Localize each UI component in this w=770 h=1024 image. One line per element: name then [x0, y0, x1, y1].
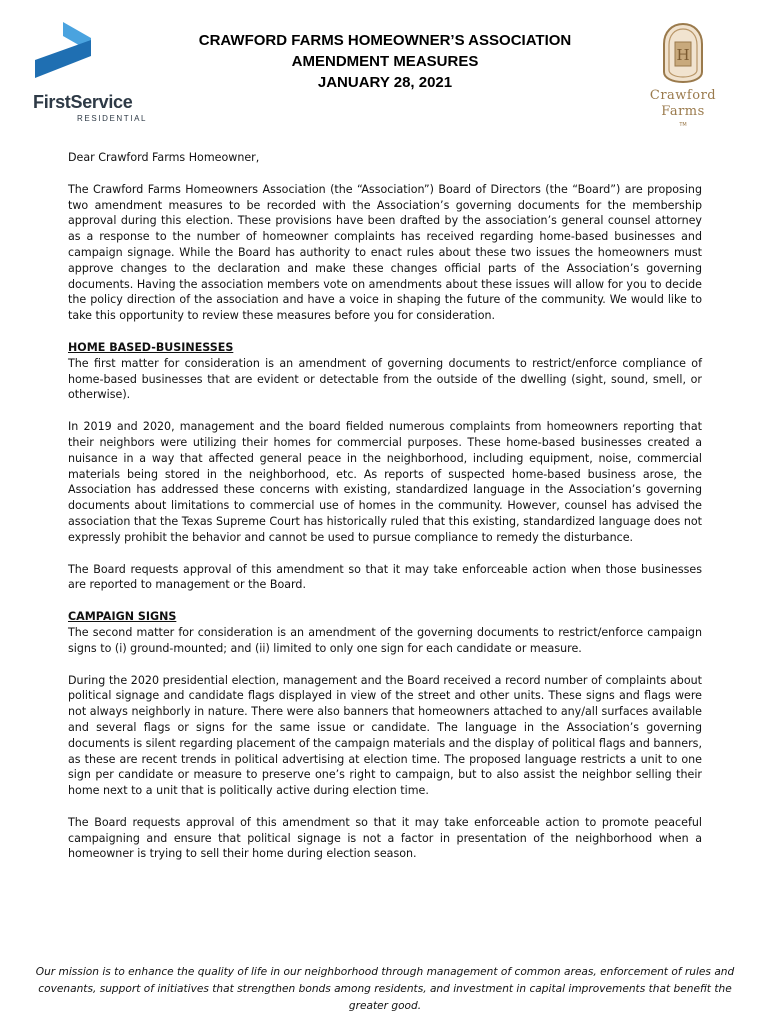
crawford-wordmark-line1: Crawford: [649, 88, 717, 103]
document-header: [150, 30, 620, 93]
firstservice-subtitle: RESIDENTIAL: [77, 114, 148, 123]
home-businesses-paragraph-3: The Board requests approval of this amendment so that it may take enforceable action when those businesses are reported to management or the Board.: [68, 562, 702, 592]
crawford-wordmark: [633, 88, 733, 120]
section-heading-campaign-signs: CAMPAIGN SIGNS: [68, 610, 177, 624]
intro-paragraph: The Crawford Farms Homeowners Association (the “Association”) Board of Directors (the “Board”) are proposing two amendment measures to be recorded with the Association’s governing documents for the membership approval during this election. These provisions have been drafted by the association’s general counsel attorney as a response to the number of homeowner complaints has received regarding home-based businesses and campaign signage. While the Board has authority to enact rules about these two issues the homeowners must approve changes to the declaration and make these changes official parts of the Association’s governing documents. Having the association members vote on amendments about these issues will allow for you to decide the policy direction of the association and have a voice in shaping the future of the community. We would like to take this opportunity to review these measures before you for consideration.: [68, 182, 702, 323]
crawford-wordmark-line2: Farms: [661, 104, 705, 119]
section-heading-home-businesses: HOME BASED-BUSINESSES: [68, 340, 234, 354]
crawford-farms-logo: [633, 22, 733, 128]
firstservice-logo: [33, 22, 148, 123]
crawford-crest-icon: [658, 22, 708, 84]
home-businesses-paragraph-2: In 2019 and 2020, management and the board fielded numerous complaints from homeowners reporting that their neighbors were utilizing their homes for commercial purposes. These home-based businesses created a nuisance in a way that affected general peace in the neighborhood, including equipment, noise, commercial materials being stored in the neighborhood, etc. As reports of suspected home-based business arose, the Association has addressed these concerns with existing, standardized language in the Association’s governing documents about limitations to commercial use of homes in the community. However, counsel has advised the association that the Texas Supreme Court has historically ruled that this existing, standardized language does not expressly prohibit the behavior and cannot be used to pursue compliance to remedy the disturbance.: [68, 420, 702, 544]
section-campaign-signs: [68, 609, 702, 656]
campaign-signs-paragraph-1: The second matter for consideration is an amendment of the governing documents to restrict/enforce campaign signs to (i) ground-mounted; and (ii) limited to only one sign for each candidate or measure.: [68, 625, 702, 655]
firstservice-mark-icon: [33, 22, 93, 84]
salutation: Dear Crawford Farms Homeowner,: [68, 151, 260, 164]
mission-statement: Our mission is to enhance the quality of life in our neighborhood through management of common areas, enforcement of rules and covenants, support of initiatives that strengthen bonds among residents, and investment in capital improvements that benefit the greater good.: [35, 966, 735, 1012]
campaign-signs-paragraph-3: The Board requests approval of this amendment so that it may take enforceable action to promote peaceful campaigning and ensure that political signage is not a factor in presentation of the neighborhood when a homeowner is trying to sell their home during election season.: [68, 815, 702, 861]
header-subtitle: AMENDMENT MEASURES: [291, 53, 479, 70]
header-date: JANUARY 28, 2021: [317, 74, 453, 91]
crest-letter: H: [676, 46, 690, 64]
home-businesses-paragraph-1: The first matter for consideration is an amendment of governing documents to restrict/enforce compliance of home-based businesses that are evident or detectable from the outside of the dwelling (sight, sound, smell, or otherwise).: [68, 356, 702, 402]
header-title: CRAWFORD FARMS HOMEOWNER’S ASSOCIATION: [198, 32, 572, 49]
campaign-signs-paragraph-2: During the 2020 presidential election, management and the Board received a record number of complaints about political signage and candidate flags displayed in view of the street and other units. These signs and flags were not always neighborly in nature. There were also banners that homeowners attached to any/all surfaces available and several flags or signs for the same issue or candidate. The language in the Association’s governing documents is silent regarding placement of the campaign materials and the display of political flags and banners, as these are recent trends in political advertising at election time. The proposed language restricts a unit to one sign per candidate or measure to preserve one’s right to campaign, but to also assist the neighbor selling their home next to a unit that is politically active during election time.: [68, 673, 702, 798]
trademark-mark: TM: [679, 122, 687, 128]
letter-body: [68, 150, 702, 878]
section-home-based-businesses: [68, 340, 702, 403]
firstservice-wordmark: FirstService: [33, 92, 133, 112]
